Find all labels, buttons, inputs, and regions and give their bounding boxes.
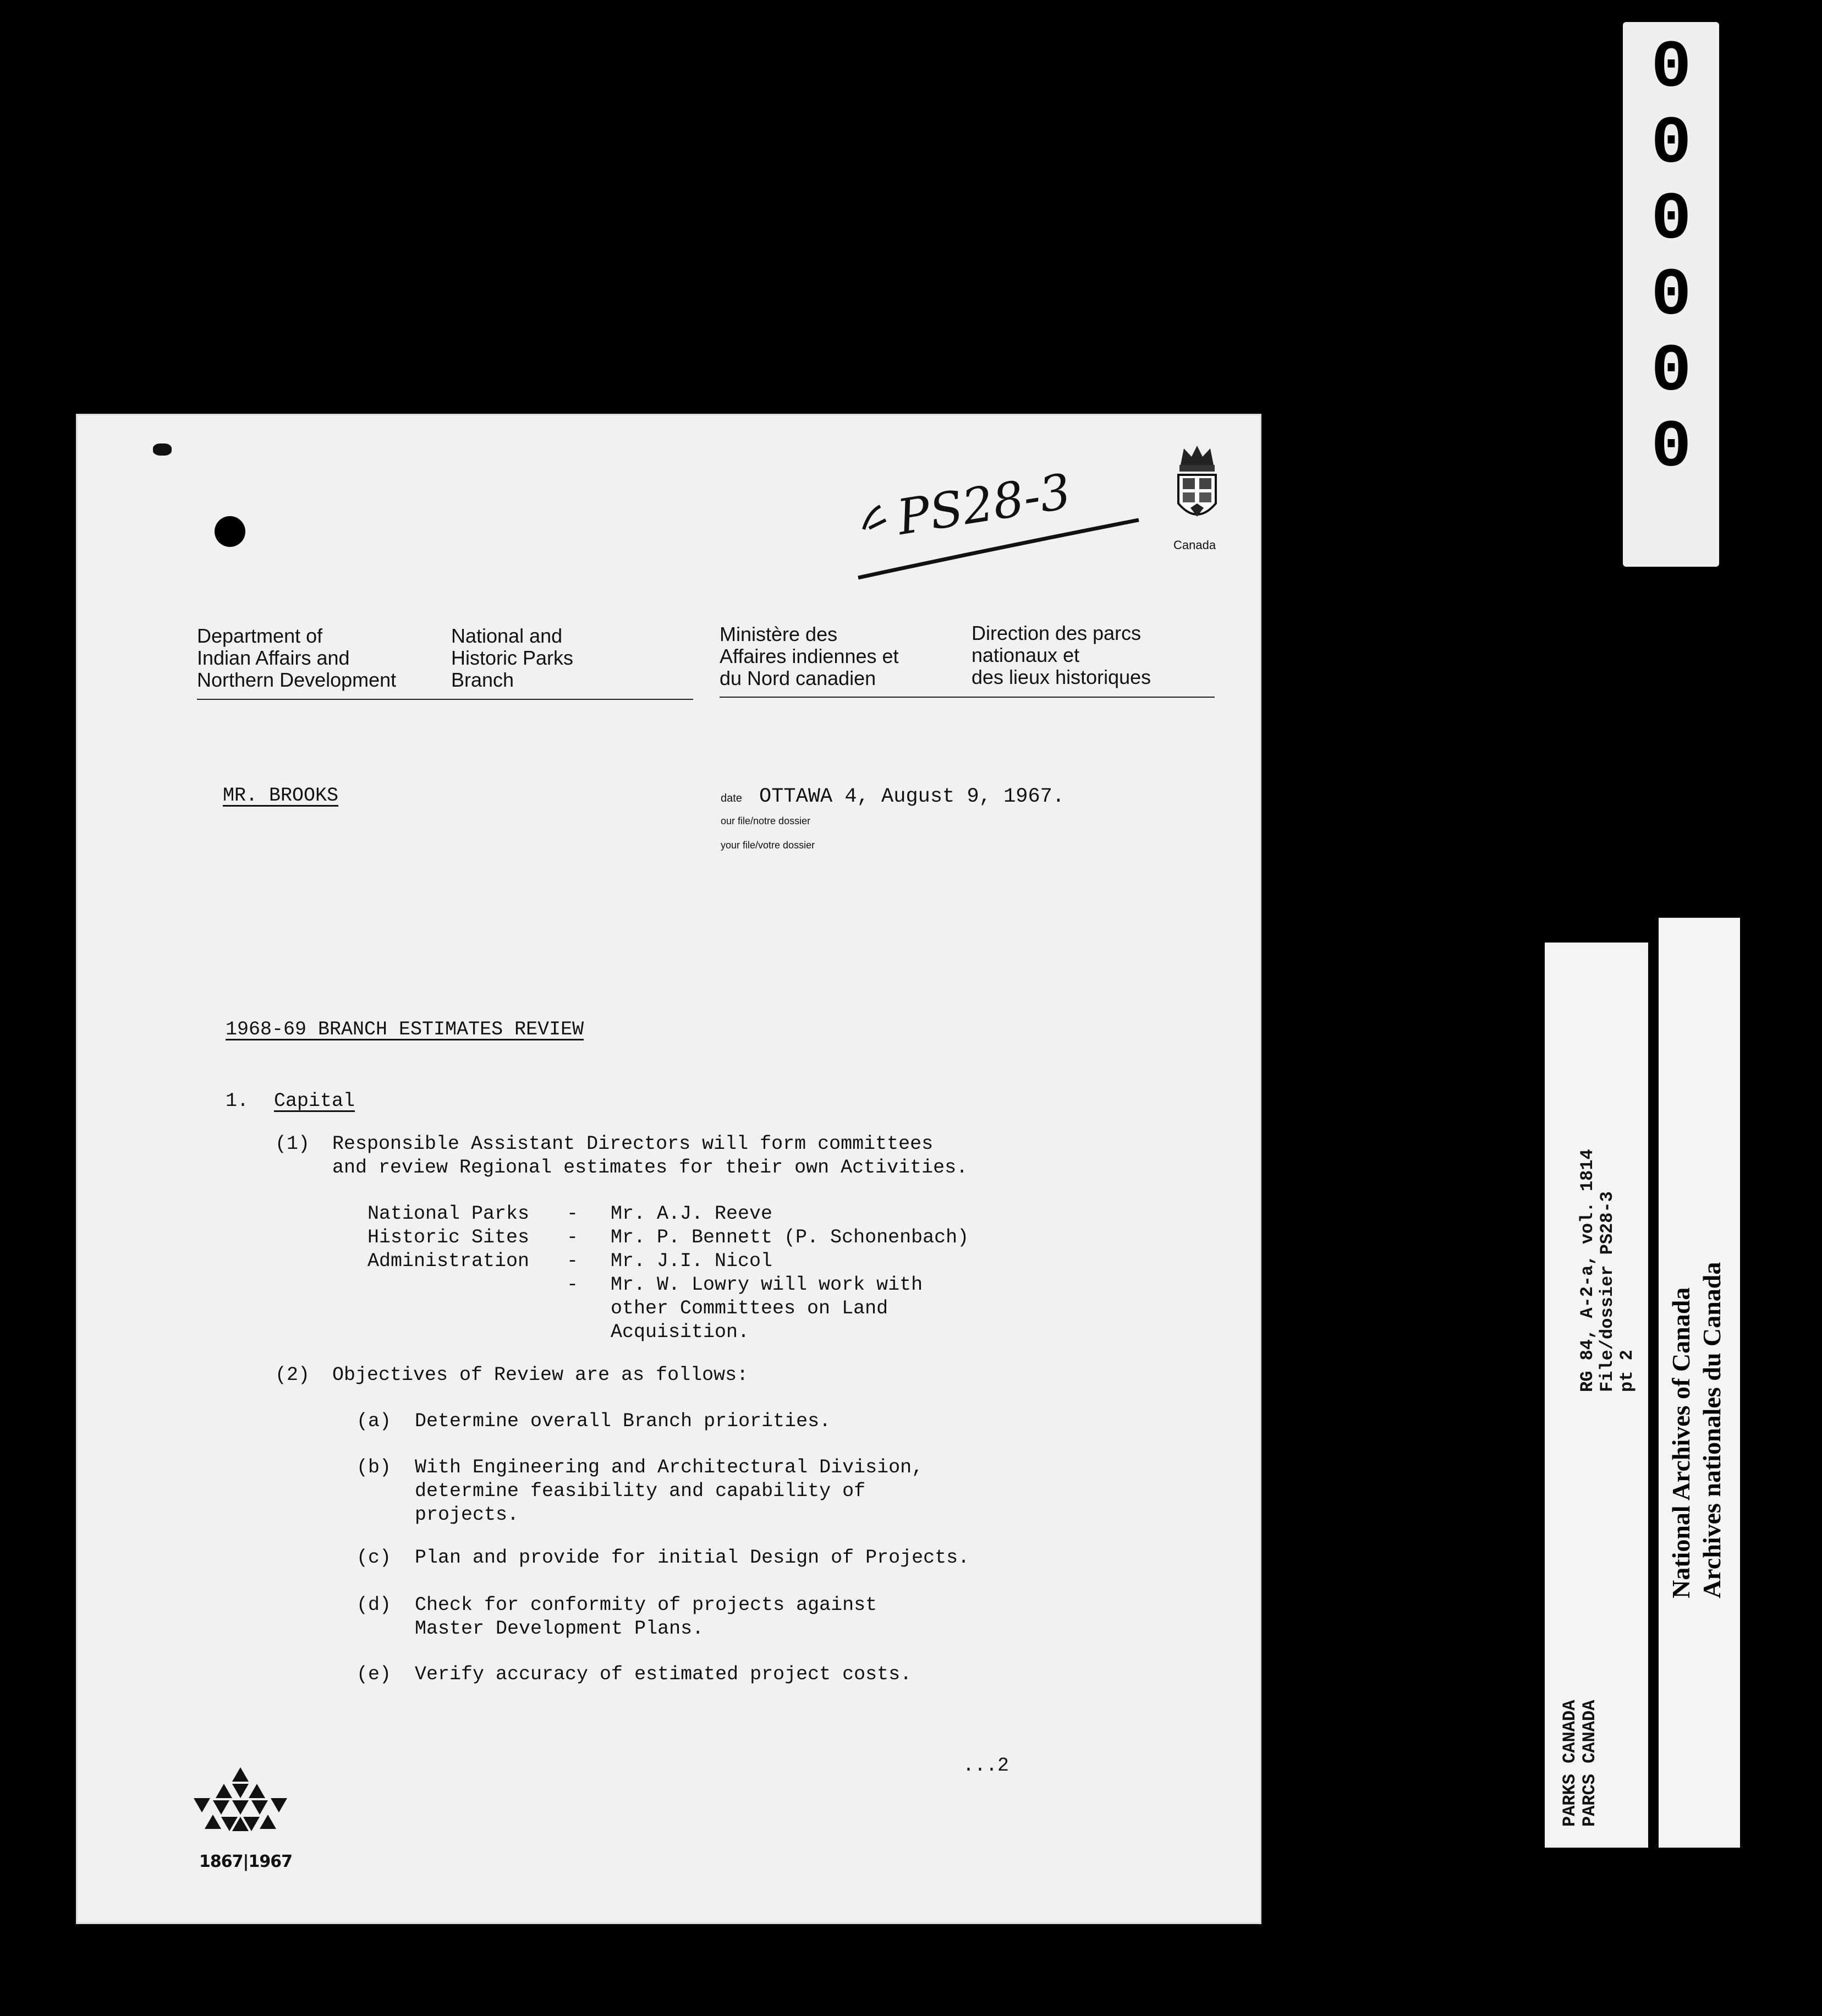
objective-letter: (e) xyxy=(356,1663,392,1685)
item-1-text: Responsible Assistant Directors will form committees and review Regional estimates for their own Activities. xyxy=(332,1133,968,1179)
committee-dash: - xyxy=(567,1203,579,1225)
crest-label: Canada xyxy=(1173,538,1216,552)
subject-title: 1968-69 BRANCH ESTIMATES REVIEW xyxy=(226,1018,584,1040)
centennial-years: 1867|1967 xyxy=(199,1852,292,1871)
committee-area: National Parks xyxy=(367,1203,530,1225)
committee-dash: - xyxy=(567,1274,579,1296)
objective-text: Plan and provide for initial Design of Projects. xyxy=(415,1547,970,1569)
letterhead-rule-left xyxy=(197,699,693,700)
objective-letter: (c) xyxy=(356,1547,392,1569)
letterhead-branch-fr: Direction des parcs nationaux et des lieux historiques xyxy=(972,622,1151,688)
letterhead-branch-en: National and Historic Parks Branch xyxy=(451,624,574,691)
letterhead-department-fr: Ministère des Affaires indiennes et du Nord canadien xyxy=(720,623,899,689)
committee-person: Mr. A.J. Reeve xyxy=(611,1203,773,1225)
committee-dash: - xyxy=(567,1226,579,1248)
item-2-number: (2) xyxy=(275,1364,310,1386)
committee-dash: - xyxy=(567,1250,579,1272)
addressee: MR. BROOKS xyxy=(223,785,339,807)
frame-number: 0 0 0 0 0 0 xyxy=(1651,30,1692,486)
objective-text: Determine overall Branch priorities. xyxy=(415,1410,831,1432)
date-label: date xyxy=(721,792,742,804)
your-file-label: your file/votre dossier xyxy=(721,840,815,851)
objective-text: Verify accuracy of estimated project costs. xyxy=(415,1663,912,1685)
objective-text: With Engineering and Architectural Division, determine feasibility and capability of projects. xyxy=(415,1456,924,1526)
archive-agency: PARKS CANADA PARCS CANADA xyxy=(1560,1700,1600,1827)
objective-letter: (a) xyxy=(356,1410,392,1432)
archive-reference: RG 84, A-2-a, vol. 1814 File/dossier PS28-3 pt 2 xyxy=(1577,1149,1637,1392)
ink-blot xyxy=(153,443,172,456)
letterhead-department-en: Department of Indian Affairs and Northern Development xyxy=(197,624,397,691)
section-title: Capital xyxy=(274,1090,355,1112)
committee-area: Administration xyxy=(367,1250,530,1272)
committee-person: Mr. P. Bennett (P. Schonenbach) xyxy=(611,1226,969,1248)
letterhead-rule-right xyxy=(720,697,1215,698)
objective-letter: (d) xyxy=(356,1594,392,1616)
handwritten-file-number: PS28-3 xyxy=(893,462,1075,546)
date-value: OTTAWA 4, August 9, 1967. xyxy=(759,785,1065,808)
committee-area: Historic Sites xyxy=(367,1226,530,1248)
committee-person: Mr. W. Lowry will work with other Committees on Land Acquisition. xyxy=(611,1274,923,1343)
national-archives-label: National Archives of Canada Archives nationales du Canada xyxy=(1667,1262,1726,1598)
punch-hole xyxy=(215,516,245,547)
objective-letter: (b) xyxy=(356,1456,392,1478)
centennial-logo-icon xyxy=(194,1767,287,1850)
our-file-label: our file/notre dossier xyxy=(721,815,811,826)
section-number: 1. xyxy=(226,1090,249,1112)
item-1-number: (1) xyxy=(275,1133,310,1155)
canada-crest-icon xyxy=(1171,443,1223,536)
committee-person: Mr. J.I. Nicol xyxy=(611,1250,773,1272)
objective-text: Check for conformity of projects against Master Development Plans. xyxy=(415,1594,877,1640)
page-continuation: ...2 xyxy=(963,1755,1009,1777)
item-2-text: Objectives of Review are as follows: xyxy=(332,1364,749,1386)
